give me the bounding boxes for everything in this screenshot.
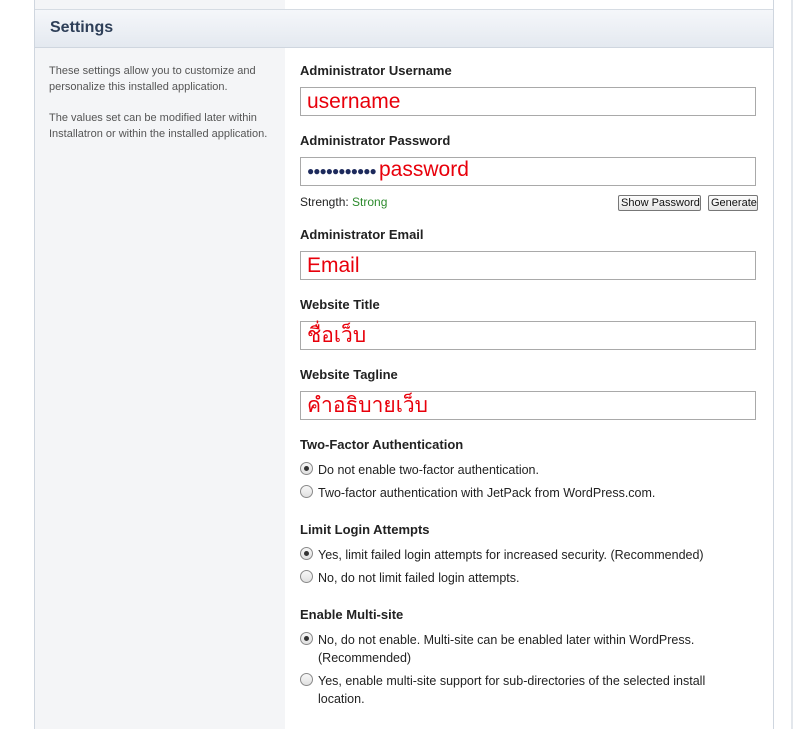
limit-login-label: Limit Login Attempts [300,522,430,537]
option-label: Do not enable two-factor authentication. [318,463,539,477]
password-annotation: password [379,158,469,181]
password-mask: ●●●●●●●●●●● [307,164,376,178]
multisite-label: Enable Multi-site [300,607,404,622]
sidebar-note: The values set can be modified later within Installatron or within the installed application. [49,112,268,140]
settings-form-area [285,48,773,729]
website-title-value: ชื่อเว็บ [307,324,367,347]
admin-email-value: Email [307,254,360,277]
website-title-input[interactable] [300,321,756,350]
radio-button[interactable] [300,485,313,498]
admin-email-label: Administrator Email [300,227,424,242]
settings-header [35,10,773,48]
radio-button-selected[interactable] [300,547,313,560]
admin-username-input[interactable] [300,87,756,116]
website-tagline-value: คำอธิบายเว็บ [307,394,428,417]
website-tagline-label: Website Tagline [300,367,398,382]
admin-email-input[interactable] [300,251,756,280]
radio-button-selected[interactable] [300,632,313,645]
website-title-label: Website Title [300,297,380,312]
admin-password-input[interactable] [300,157,756,186]
password-strength [300,195,387,209]
radio-button-selected[interactable] [300,462,313,475]
strength-label: Strength: [300,195,349,209]
frame-right-border [773,0,774,729]
admin-username-value: username [307,90,401,113]
option-label: Yes, limit failed login attempts for increased security. (Recommended) [318,548,704,562]
option-label: No, do not limit failed login attempts. [318,571,520,585]
radio-button[interactable] [300,570,313,583]
page-scroll-edge [791,0,793,729]
admin-password-label: Administrator Password [300,133,451,148]
top-strip [35,0,285,9]
option-label: Two-factor authentication with JetPack from WordPress.com. [318,486,656,500]
radio-button[interactable] [300,673,313,686]
option-label: No, do not enable. Multi-site can be enabled later within WordPress. (Recommended) [318,633,695,665]
option-label: Yes, enable multi-site support for sub-directories of the selected install location. [318,674,706,706]
generate-password-button[interactable]: Generate [708,195,758,211]
settings-title: Settings [50,19,114,36]
settings-sidebar [35,48,285,729]
show-password-button[interactable]: Show Password [618,195,701,211]
sidebar-description: These settings allow you to customize and personalize this installed application. [49,65,256,93]
admin-username-label: Administrator Username [300,63,452,78]
website-tagline-input[interactable] [300,391,756,420]
two-factor-label: Two-Factor Authentication [300,437,464,452]
strength-value: Strong [352,195,388,209]
